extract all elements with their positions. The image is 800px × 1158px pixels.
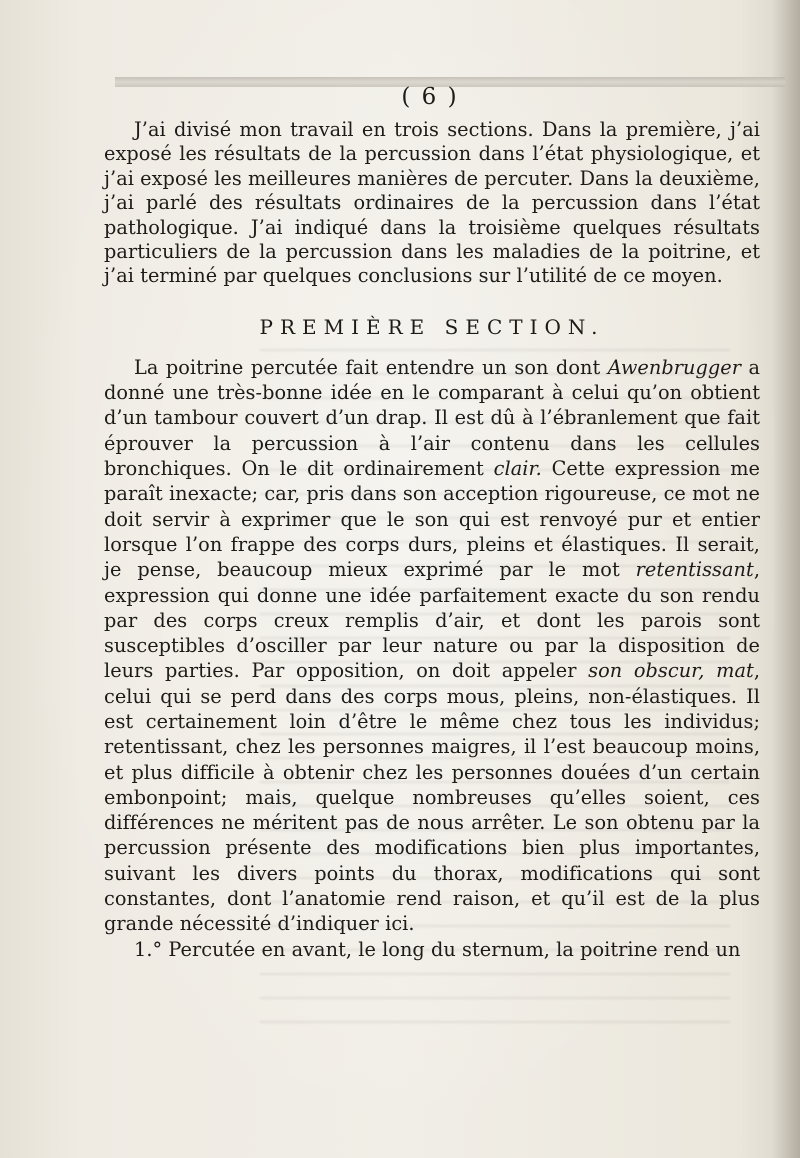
main-text-4: , expression qui donne une idée parfaitement exacte du son rendu par des corps creux remplis d’air, et dont les parois sont susceptibles d’osciller par leur nature ou par la disposition de leurs parties. Par opposition, on doit appeler xyxy=(104,558,760,683)
main-text-2: a donné une très-bonne idée en le comparant à celui qu’on obtient d’un tambour couvert d’un drap. Il est dû à l’ébranlement que fait éprouver la percussion à l’air contenu dans les cellules bronchiques. On le dit ordinairement xyxy=(104,355,760,481)
page-number: ( 6 ) xyxy=(401,84,459,110)
main-text-5: , celui qui se perd dans des corps mous, pleins, non-élastiques. Il est certainement loin d’être le même chez tous les individus; retentissant, chez les personnes maigres, il l’est beaucoup moins, et plus difficile à obtenir chez les personnes douées d’un certain embonpoint; mais, quelque nombreuses qu’elles soient, ces différences ne méritent pas de nous arrêter. Le son obtenu par la percussion présente des modifications bien plus importantes, suivant les divers points du thorax, modifications qui sont constantes, dont l’anatomie rend raison, et qu’il est de la plus grande nécessité d’indiquer ici. xyxy=(104,659,760,936)
author-name: Awenbrugger xyxy=(607,355,741,379)
body-text xyxy=(104,118,760,962)
term-clair: clair. xyxy=(493,457,542,481)
main-text-3: Cette expression me paraît inexacte; car, pris dans son acception rigoureuse, ce mot ne doit servir à exprimer que le son qui est renvoyé pur et entier lorsque l’on frappe des corps durs, pleins et élastiques. Il serait, je pense, beaucoup mieux exprimé par le mot xyxy=(104,457,760,582)
intro-paragraph: J’ai divisé mon travail en trois sections. Dans la première, j’ai exposé les résultats de la percussion dans l’état physiologique, et j’ai exposé les meilleures manières de percuter. Dans la deuxième, j’ai parlé des résultats ordinaires de la percussion dans l’état pathologique. J’ai indiqué dans la troisième quelques résultats particuliers de la percussion dans les maladies de la poitrine, et j’ai terminé par quelques conclusions sur l’utilité de ce moyen. xyxy=(104,118,760,288)
term-son-obscur: son obscur, mat xyxy=(588,659,754,683)
main-text-1: La poitrine percutée fait entendre un son dont xyxy=(134,355,608,379)
page-edge-shadow xyxy=(772,0,800,1158)
term-retentissant: retentissant xyxy=(635,558,754,582)
main-paragraph xyxy=(104,355,760,937)
numbered-paragraph: 1.° Percutée en avant, le long du sternum, la poitrine rend un xyxy=(134,937,741,961)
section-heading: PREMIÈRE SECTION. xyxy=(259,314,605,339)
